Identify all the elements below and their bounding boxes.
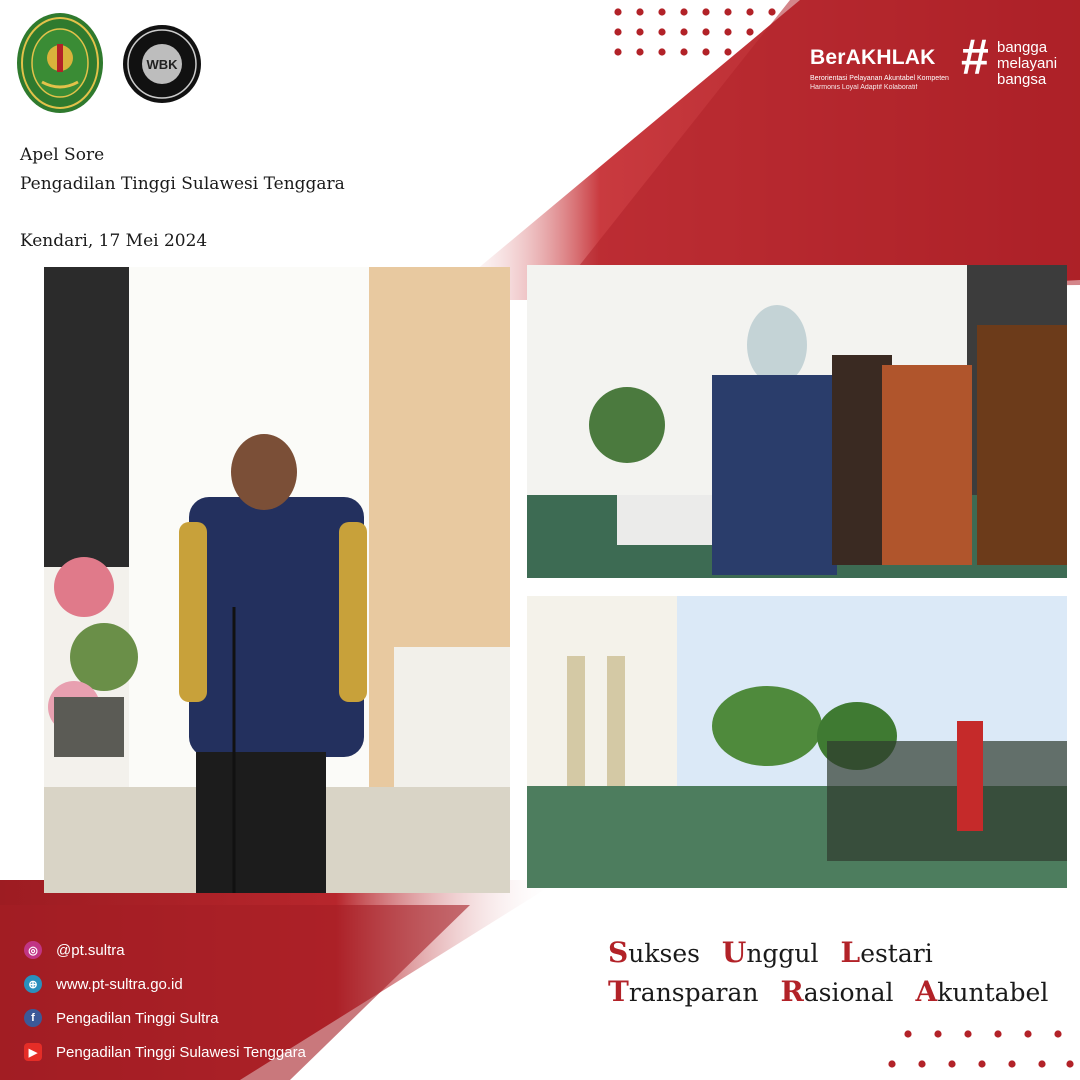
motto-line-1 — [608, 936, 947, 969]
instagram-handle: @pt.sultra — [56, 941, 125, 959]
photo-group — [527, 265, 1067, 578]
motto-word-akuntabel: Akuntabel — [915, 975, 1049, 1008]
berakhlak-brand — [808, 29, 1070, 96]
motto-word-lestari: Lestari — [840, 936, 933, 969]
youtube-icon: ▶ — [24, 1043, 42, 1061]
photo-ceremony — [527, 596, 1067, 888]
svg-text:WBK: WBK — [146, 57, 178, 72]
brand-tag-bangsa: bangsa — [997, 71, 1047, 88]
social-youtube[interactable] — [24, 1043, 306, 1061]
dots-top-decoration — [612, 6, 802, 62]
title-line-2: Pengadilan Tinggi Sulawesi Tenggara — [20, 174, 345, 194]
title-line-1: Apel Sore — [20, 145, 105, 165]
motto-line-2 — [608, 975, 1062, 1008]
facebook-icon: f — [24, 1009, 42, 1027]
brand-subtitle-2: Harmonis Loyal Adaptif Kolaboratif — [810, 84, 918, 91]
photo-speaker — [44, 267, 510, 893]
brand-tag-bangga: bangga — [997, 39, 1048, 56]
brand-hash: # — [961, 29, 989, 85]
date-location: Kendari, 17 Mei 2024 — [20, 231, 208, 251]
brand-berakhlak: BerAKHLAK — [810, 46, 936, 69]
motto-word-unggul: Unggul — [721, 936, 819, 969]
dots-bottom-decoration — [880, 1026, 1076, 1074]
social-website[interactable] — [24, 975, 183, 993]
globe-icon: ⊕ — [24, 975, 42, 993]
motto-word-transparan: Transparan — [608, 975, 759, 1008]
motto-word-sukses: Sukses — [608, 936, 700, 969]
youtube-channel: Pengadilan Tinggi Sulawesi Tenggara — [56, 1043, 306, 1061]
brand-tag-melayani: melayani — [997, 55, 1058, 72]
facebook-name: Pengadilan Tinggi Sultra — [56, 1009, 219, 1027]
wbk-zona-integritas-badge — [122, 24, 202, 104]
court-seal-logo — [16, 12, 104, 114]
instagram-icon: ◎ — [24, 941, 42, 959]
social-facebook[interactable] — [24, 1009, 219, 1027]
website-url: www.pt-sultra.go.id — [56, 975, 183, 993]
brand-subtitle-1: Berorientasi Pelayanan Akuntabel Kompeten — [810, 75, 949, 82]
social-instagram[interactable] — [24, 941, 125, 959]
motto-word-rasional: Rasional — [780, 975, 894, 1008]
